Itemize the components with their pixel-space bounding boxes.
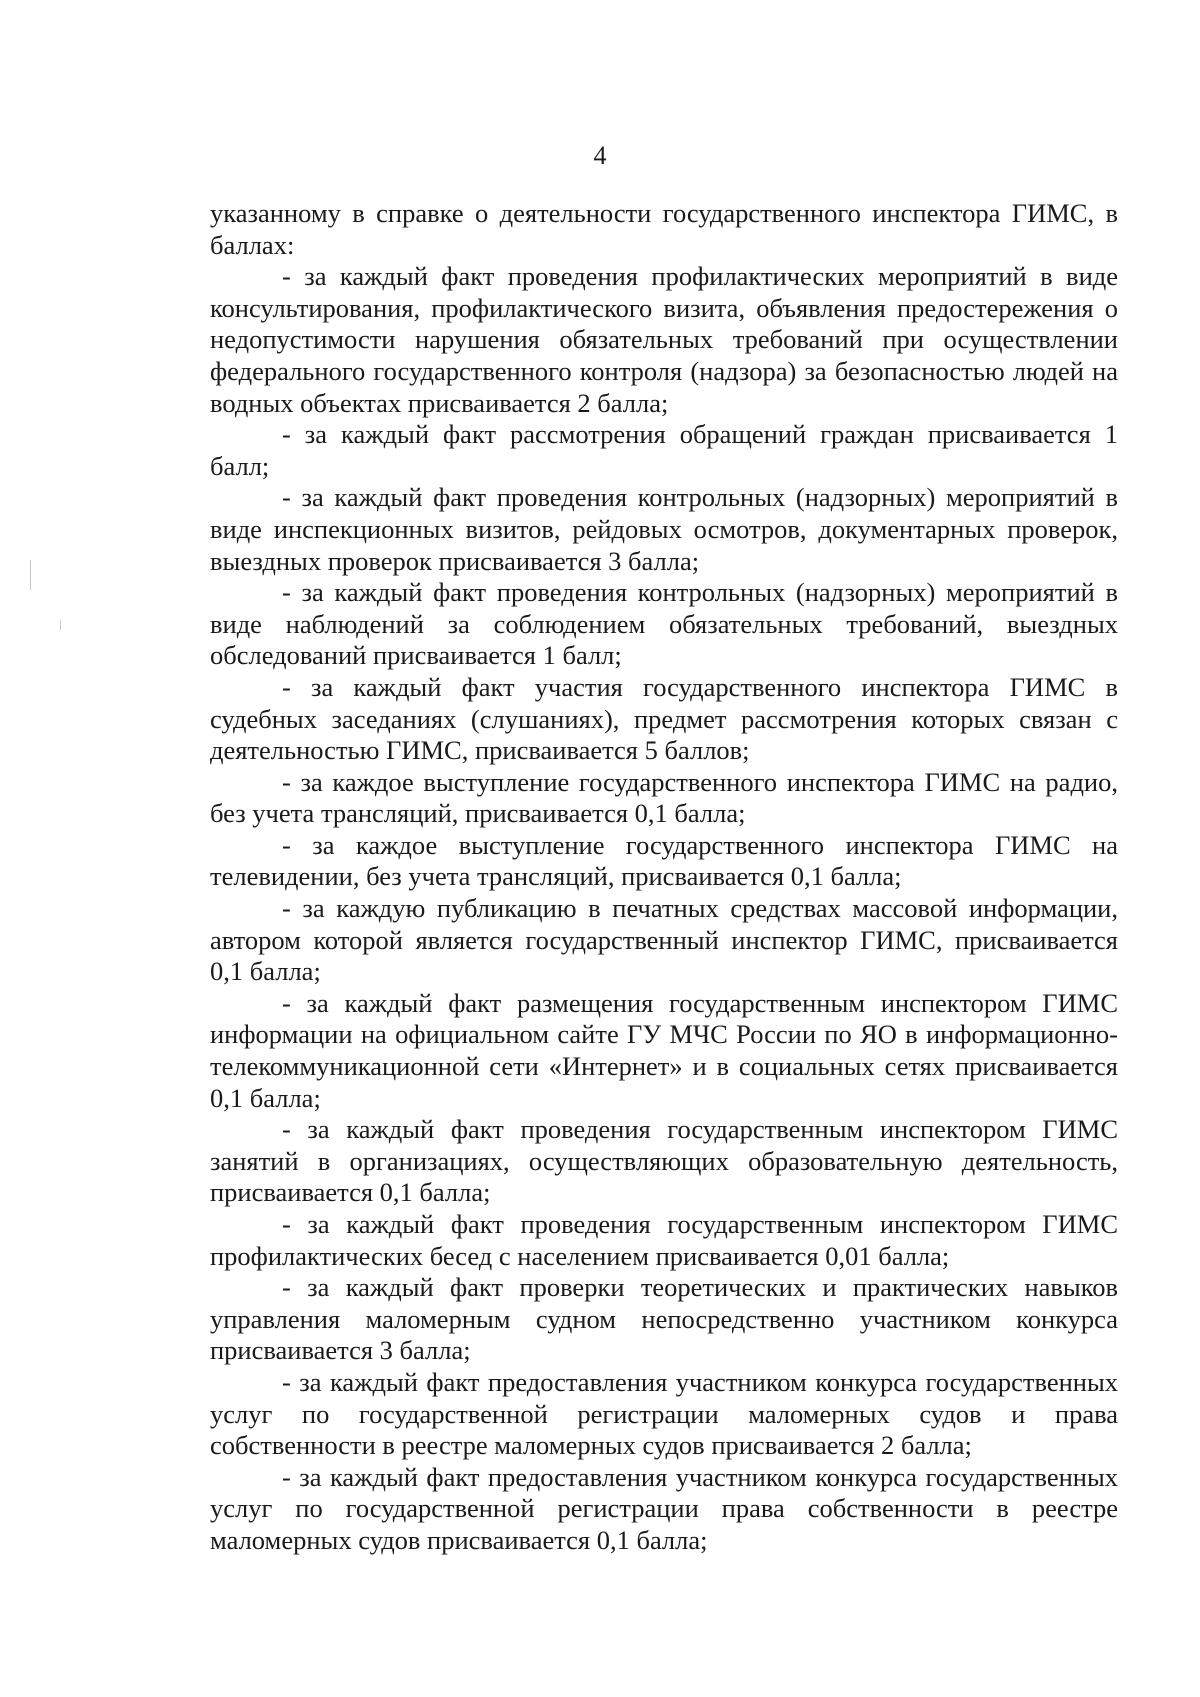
list-item: - за каждый факт проведения государственным инспектором ГИМС занятий в организациях, осуществляющих образовательную деятельность, присваивается 0,1 балла; [210,1114,1118,1208]
list-item: - за каждый факт рассмотрения обращений граждан присваивается 1 балл; [210,419,1118,481]
list-item: - за каждый факт проведения контрольных (надзорных) мероприятий в виде инспекционных визитов, рейдовых осмотров, документарных проверок, выездных проверок присваивается 3 балла; [210,482,1118,576]
list-item: - за каждый факт проведения профилактических мероприятий в виде консультирования, профилактического визита, объявления предостережения о недопустимости нарушения обязательных требований при осуществлении федерального государственного контроля (надзора) за безопасностью людей на водных объектах присваивается 2 балла; [210,261,1118,418]
list-item: - за каждую публикацию в печатных средствах массовой информации, автором которой является государственный инспектор ГИМС, присваивается 0,1 балла; [210,893,1118,987]
page-number: 4 [593,141,607,170]
scan-artifact [60,620,61,630]
list-item: - за каждый факт проведения контрольных (надзорных) мероприятий в виде наблюдений за соблюдением обязательных требований, выездных обследований присваивается 1 балл; [210,577,1118,671]
list-item: - за каждое выступление государственного инспектора ГИМС на радио, без учета трансляций, присваивается 0,1 балла; [210,766,1118,829]
list-item: - за каждое выступление государственного инспектора ГИМС на телевидении, без учета трансляций, присваивается 0,1 балла; [210,829,1118,892]
intro-paragraph: указанному в справке о деятельности государственного инспектора ГИМС, в баллах: [210,198,1118,260]
document-body [210,198,1118,1557]
list-item: - за каждый факт проверки теоретических и практических навыков управления маломерным судном непосредственно участником конкурса присваивается 3 балла; [210,1272,1118,1366]
list-item: - за каждый факт размещения государственным инспектором ГИМС информации на официальном сайте ГУ МЧС России по ЯО в информационно-телекоммуникационной сети «Интернет» и в социальных сетях присваивается 0,1 балла; [210,987,1118,1113]
list-item: - за каждый факт проведения государственным инспектором ГИМС профилактических бесед с населением присваивается 0,01 балла; [210,1209,1118,1271]
list-item: - за каждый факт предоставления участником конкурса государственных услуг по государственной регистрации маломерных судов и права собственности в реестре маломерных судов присваивается 2 балла; [210,1366,1118,1461]
list-item: - за каждый факт предоставления участником конкурса государственных услуг по государственной регистрации права собственности в реестре маломерных судов присваивается 0,1 балла; [210,1461,1118,1555]
scan-artifact [30,560,31,590]
list-item: - за каждый факт участия государственного инспектора ГИМС в судебных заседаниях (слушаниях), предмет рассмотрения которых связан с деятельностью ГИМС, присваивается 5 баллов; [210,671,1118,766]
